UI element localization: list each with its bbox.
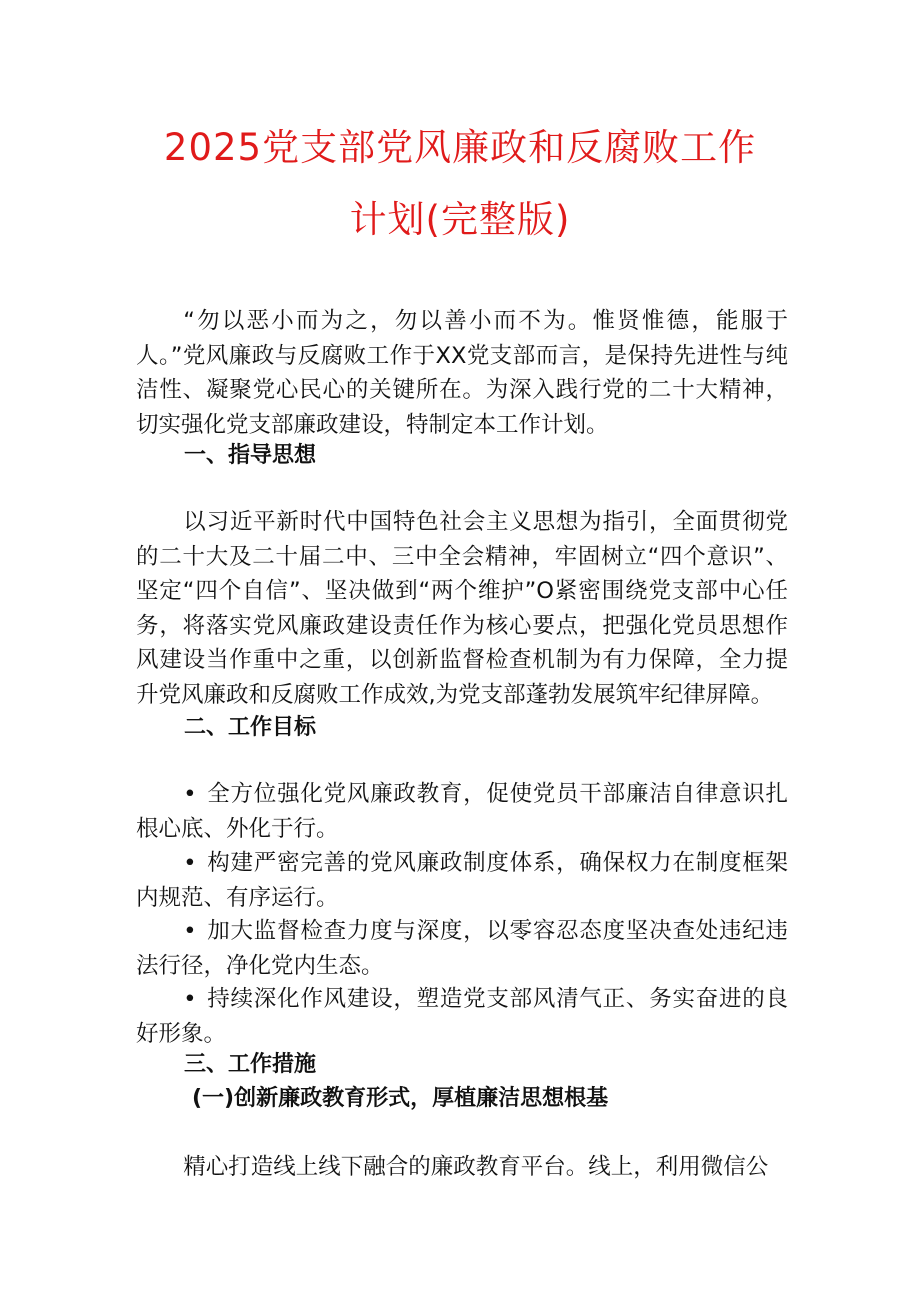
subsection-heading-education: (一)创新廉政教育形式，厚植廉洁思想根基	[192, 1086, 609, 1111]
goal-item-text: 持续深化作风建设，塑造党支部风清气正、务实奋进的良好形象。	[136, 986, 788, 1047]
section-heading-guiding-ideology: 一、指导思想	[184, 443, 317, 468]
goal-item	[136, 982, 788, 1051]
bullet-icon: •	[183, 918, 197, 944]
document-title-line-1: 2025党支部党风廉政和反腐败工作	[163, 126, 757, 169]
section-heading-work-measures: 三、工作措施	[184, 1052, 317, 1077]
section-heading-work-goals: 二、工作目标	[184, 715, 317, 740]
intro-paragraph: “勿以恶小而为之，勿以善小而不为。惟贤惟德，能服于人。”党风廉政与反腐败工作于XX党支部而言，是保持先进性与纯洁性、凝聚党心民心的关键所在。为深入践行党的二十大精神，切实强化党支部廉政建设，特制定本工作计划。	[136, 308, 788, 438]
goal-item-text: 构建严密完善的党风廉政制度体系，确保权力在制度框架内规范、有序运行。	[136, 850, 788, 911]
goal-item-text: 全方位强化党风廉政教育，促使党员干部廉洁自律意识扎根心底、外化于行。	[136, 781, 788, 842]
education-paragraph: 精心打造线上线下融合的廉政教育平台。线上，利用微信公	[183, 1154, 769, 1180]
guiding-ideology-paragraph: 以习近平新时代中国特色社会主义思想为指引，全面贯彻党的二十大及二十届二中、三中全会精神，牢固树立“四个意识”、坚定“四个自信”、坚决做到“两个维护”O紧密围绕党支部中心任务，将落实党风廉政建设责任作为核心要点，把强化党员思想作风建设当作重中之重，以创新监督检查机制为有力保障，全力提升党风廉政和反腐败工作成效,为党支部蓬勃发展筑牢纪律屏障。	[136, 509, 788, 708]
goal-item	[136, 846, 788, 915]
goal-item-text: 加大监督检查力度与深度，以零容忍态度坚决查处违纪违法行径，净化党内生态。	[136, 918, 788, 979]
goal-item	[136, 914, 788, 983]
goal-item	[136, 777, 788, 846]
bullet-icon: •	[183, 986, 197, 1012]
bullet-icon: •	[183, 850, 197, 876]
bullet-icon: •	[183, 781, 197, 807]
document-title-line-2: 计划(完整版)	[349, 198, 571, 241]
